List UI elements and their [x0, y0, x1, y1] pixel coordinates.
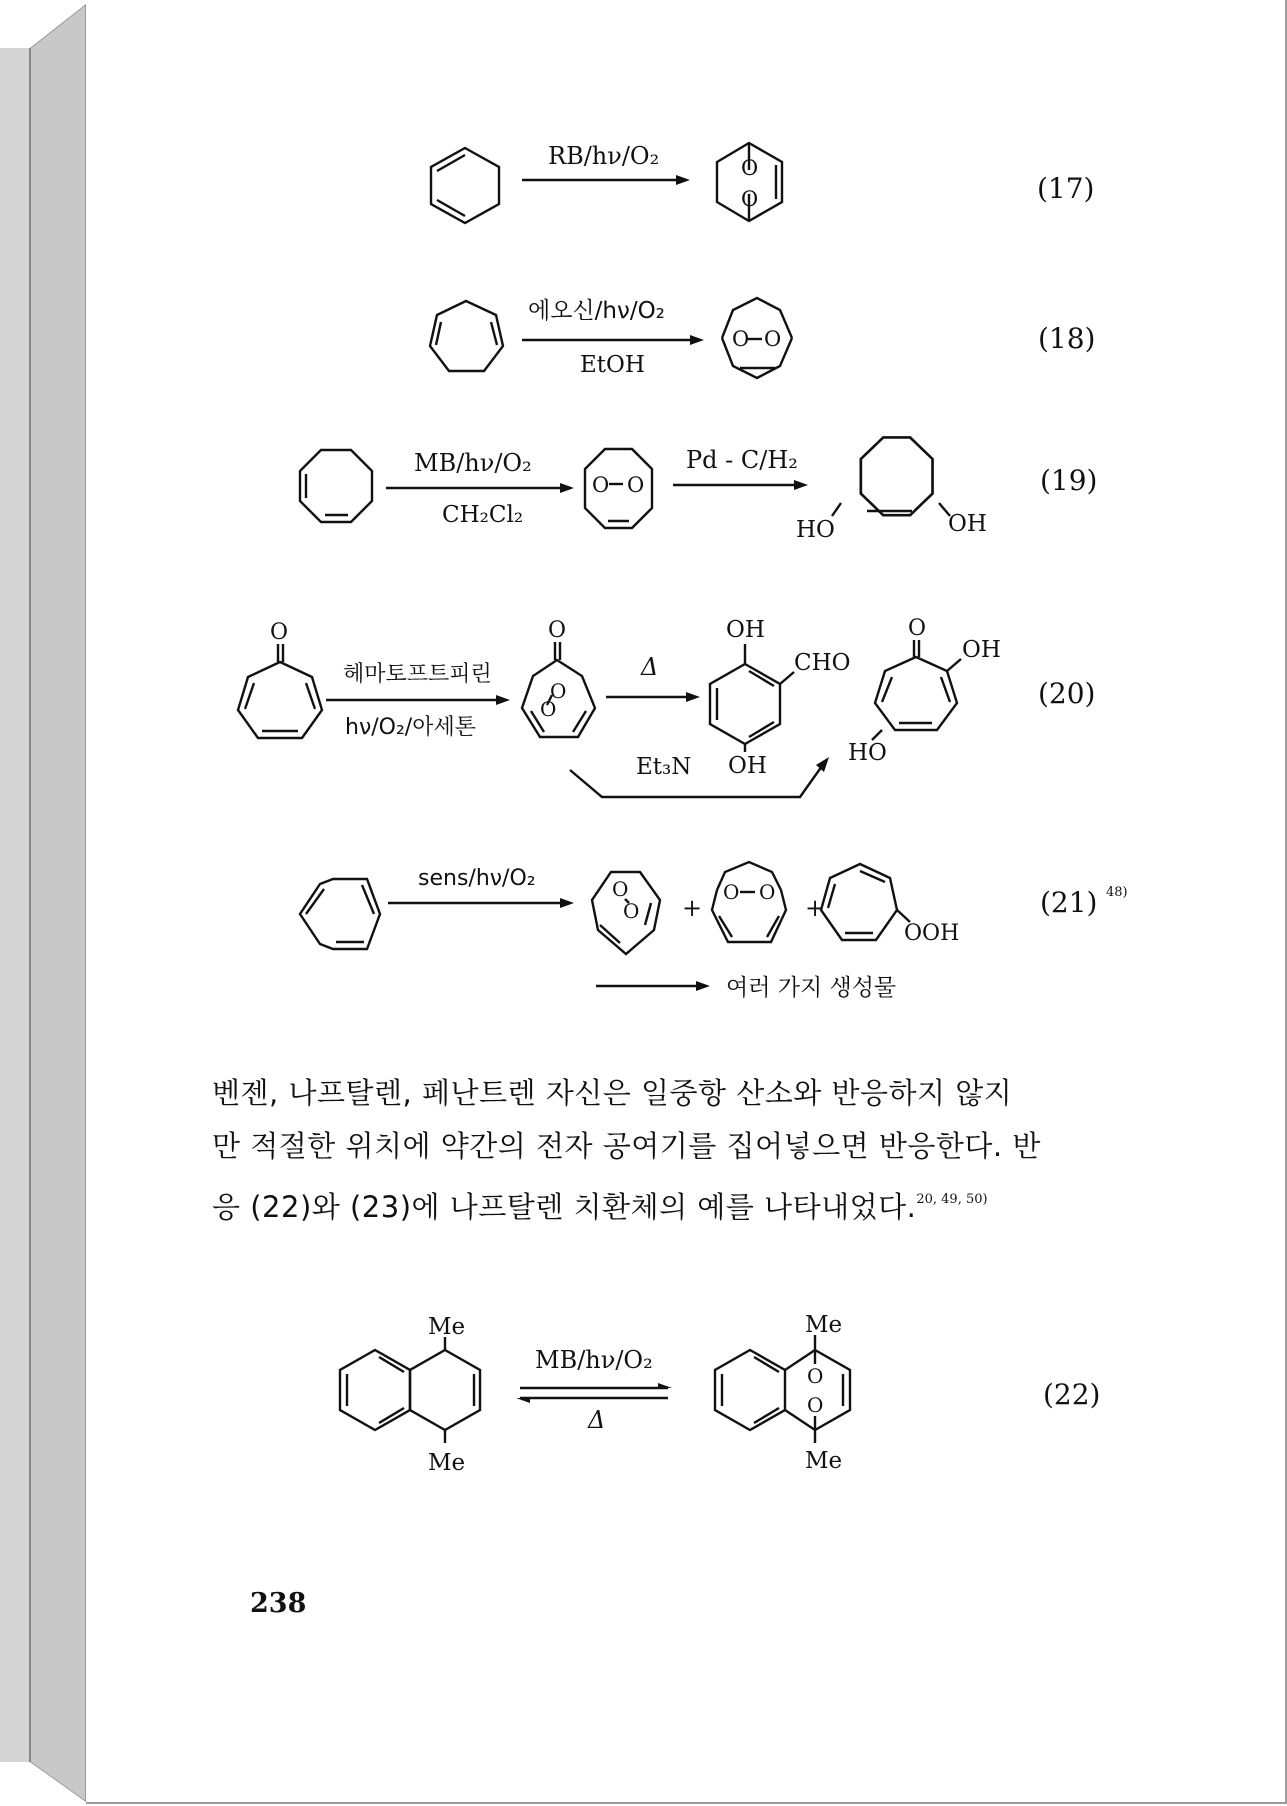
reagent-20-bottom: hν/O₂/아세톤: [345, 715, 476, 740]
svg-text:O: O: [908, 616, 927, 641]
reference-21: 48): [1106, 885, 1128, 900]
product-19-oh: OH: [948, 511, 987, 537]
heat-label: Δ: [641, 653, 659, 681]
svg-text:HO: HO: [848, 740, 887, 766]
equation-number-17: (17): [1037, 172, 1095, 205]
reagent-20-top: 헤마토프트피린: [343, 662, 492, 687]
svg-text:O: O: [540, 697, 557, 721]
product-19-ho: HO: [796, 517, 835, 543]
reagent-19-top: MB/hν/O₂: [414, 449, 532, 477]
svg-text:O: O: [764, 327, 782, 351]
svg-text:Me: Me: [805, 1448, 843, 1474]
svg-text:O: O: [548, 618, 567, 643]
svg-text:Me: Me: [805, 1312, 843, 1338]
cyclohexadiene-structure: [431, 148, 499, 223]
svg-text:Me: Me: [428, 1314, 466, 1340]
svg-text:CHO: CHO: [794, 650, 851, 676]
equation-number-22: (22): [1043, 1378, 1101, 1411]
svg-text:O: O: [627, 473, 645, 497]
reagent-19-bottom: CH₂Cl₂: [442, 502, 524, 528]
endoperoxide-21b-structure: [712, 862, 786, 942]
svg-text:O: O: [741, 187, 759, 211]
reaction-19: [300, 437, 1097, 543]
reaction-18: [430, 298, 1095, 378]
endoperoxide-20-structure: [522, 618, 595, 737]
paragraph-references: 20, 49, 50): [916, 1192, 988, 1207]
svg-text:O: O: [612, 877, 629, 901]
page-number: 238: [250, 1588, 307, 1619]
body-paragraph: [212, 1067, 1122, 1234]
reagent-19-step2: Pd - C/H₂: [686, 446, 798, 474]
dihydroxybenzaldehyde-structure: [710, 617, 851, 779]
paragraph-line-3: [212, 1173, 1122, 1234]
svg-text:O: O: [759, 880, 776, 904]
svg-text:Me: Me: [428, 1450, 466, 1476]
svg-text:OH: OH: [726, 617, 765, 643]
reaction-21: [300, 862, 1128, 1001]
reagent-22-top: MB/hν/O₂: [535, 1346, 653, 1374]
reagent-22-bottom: Δ: [588, 1406, 606, 1434]
cyclooctadiene-structure: [300, 450, 372, 522]
tropone-structure: [238, 620, 322, 738]
paragraph-line-2: 만 적절한 위치에 약간의 전자 공여기를 집어넣으면 반응한다. 반: [212, 1129, 1041, 1163]
paragraph-line-1: 벤젠, 나프탈렌, 페난트렌 자신은 일중항 산소와 반응하지 않지: [212, 1076, 1013, 1110]
base-label: Et₃N: [636, 754, 692, 780]
further-products-label: 여러 가지 생성물: [726, 975, 897, 1001]
endoperoxide-18-structure: [722, 298, 792, 378]
reaction-17: [431, 142, 1094, 223]
cycloheptadiene-structure: [430, 301, 503, 371]
reaction-20: [238, 616, 1095, 797]
svg-text:O: O: [592, 473, 610, 497]
svg-text:OH: OH: [962, 637, 1001, 663]
svg-text:O: O: [741, 156, 759, 180]
hydroxytropolone-structure: [848, 616, 1001, 766]
svg-text:O: O: [723, 880, 740, 904]
endoperoxide-17-structure: [717, 143, 782, 221]
reaction-22: [340, 1312, 1100, 1476]
svg-text:O: O: [807, 1364, 824, 1388]
cycloheptatriene-structure: [300, 879, 380, 949]
naphthalene-endoperoxide-structure: [715, 1312, 850, 1474]
equation-number-20: (20): [1038, 677, 1096, 710]
endoperoxide-19-structure: [585, 449, 652, 528]
svg-text:O: O: [623, 899, 640, 923]
paragraph-line-3-text: 응 (22)와 (23)에 나프탈렌 치환체의 예를 나타내었다.: [212, 1190, 917, 1224]
cycloheptadienyl-hydroperoxide-structure: [821, 864, 910, 940]
svg-text:O: O: [732, 327, 750, 351]
reagent-21-top: sens/hν/O₂: [418, 866, 536, 891]
dimethylnaphthalene-structure: [340, 1314, 480, 1476]
equation-number-18: (18): [1038, 322, 1096, 355]
plus-2: +: [805, 894, 826, 922]
bicyclic-endoperoxide-21a-structure: [592, 872, 660, 954]
cyclooctenediol-structure: [832, 437, 950, 516]
reagent-18-top: 에오신/hν/O₂: [528, 298, 665, 324]
reagent-18-bottom: EtOH: [580, 352, 645, 378]
svg-text:O: O: [807, 1393, 824, 1417]
svg-text:OH: OH: [728, 753, 767, 779]
svg-text:O: O: [550, 679, 567, 703]
reagent-17-top: RB/hν/O₂: [548, 142, 660, 170]
ooh-label: OOH: [904, 921, 960, 946]
equation-number-21: (21): [1040, 886, 1098, 919]
plus-1: +: [682, 894, 703, 922]
svg-text:O: O: [270, 620, 289, 645]
equation-number-19: (19): [1040, 464, 1098, 497]
